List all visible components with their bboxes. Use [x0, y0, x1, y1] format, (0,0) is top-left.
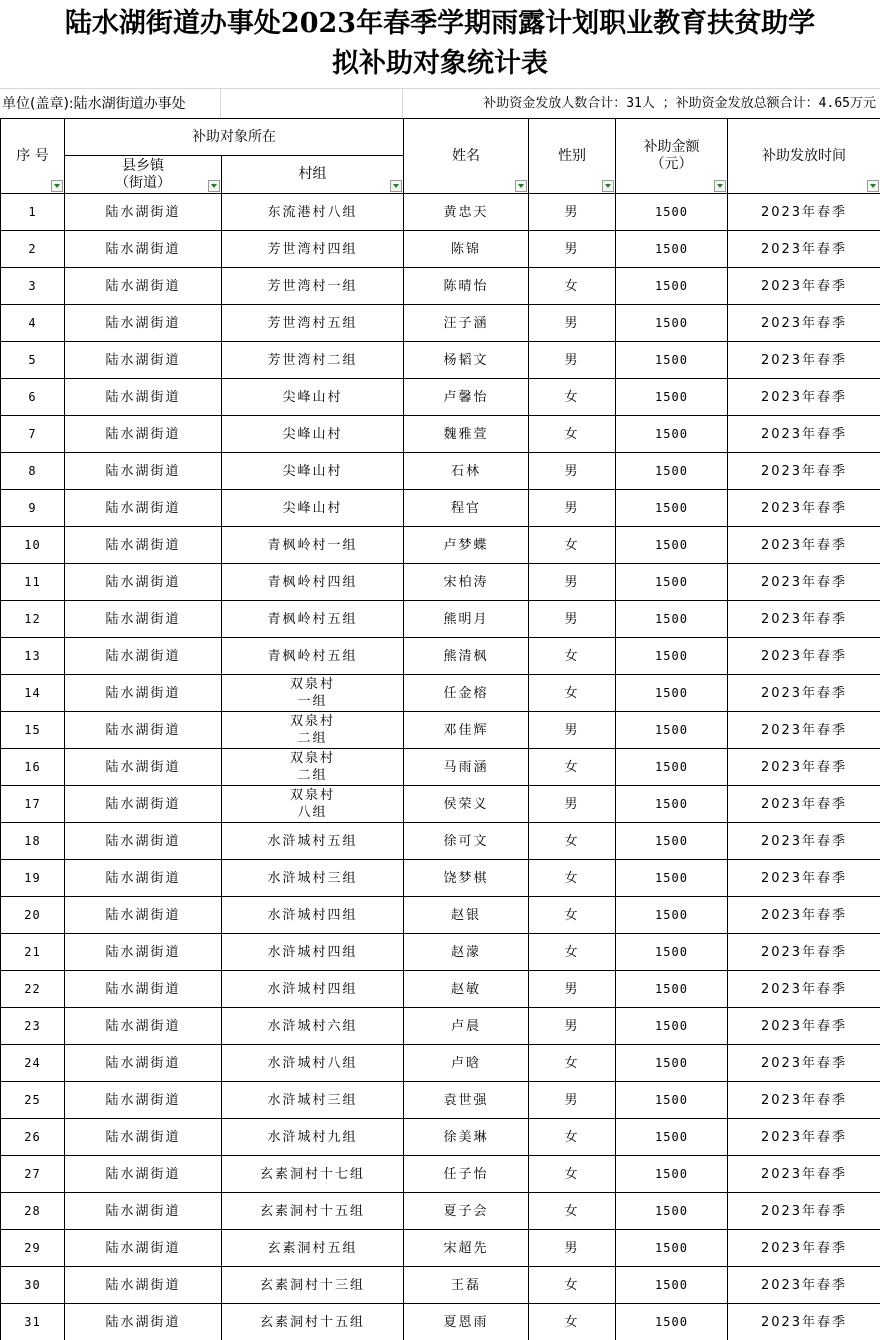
cell-name: 卢馨怡 [404, 379, 529, 416]
cell-gender: 女 [529, 860, 616, 897]
cell-township: 陆水湖街道 [65, 1082, 222, 1119]
cell-seq: 12 [1, 601, 65, 638]
cell-name: 黄忠天 [404, 194, 529, 231]
table-row [1, 1267, 880, 1304]
cell-gender: 女 [529, 1119, 616, 1156]
cell-seq: 14 [1, 675, 65, 712]
cell-amount: 1500 [616, 934, 728, 971]
cell-township: 陆水湖街道 [65, 342, 222, 379]
header-name: 姓名 [404, 119, 529, 194]
cell-name: 程官 [404, 490, 529, 527]
subsidy-table [0, 118, 880, 1340]
cell-village: 芳世湾村五组 [222, 305, 404, 342]
cell-gender: 女 [529, 416, 616, 453]
cell-name: 宋柏涛 [404, 564, 529, 601]
header-township: 县乡镇 （街道） [65, 156, 222, 194]
cell-amount: 1500 [616, 342, 728, 379]
cell-township: 陆水湖街道 [65, 194, 222, 231]
meta-divider [402, 89, 403, 119]
cell-village: 水浒城村四组 [222, 934, 404, 971]
cell-gender: 女 [529, 638, 616, 675]
cell-amount: 1500 [616, 1156, 728, 1193]
cell-township: 陆水湖街道 [65, 379, 222, 416]
cell-amount: 1500 [616, 194, 728, 231]
cell-village: 青枫岭村五组 [222, 601, 404, 638]
table-body [1, 194, 880, 1340]
cell-time: 2023年春季 [728, 638, 880, 675]
cell-village: 尖峰山村 [222, 490, 404, 527]
cell-village: 青枫岭村五组 [222, 638, 404, 675]
title-line-2: 拟补助对象统计表 [332, 48, 548, 79]
filter-dropdown-icon[interactable] [867, 180, 879, 192]
cell-gender: 女 [529, 268, 616, 305]
cell-gender: 女 [529, 823, 616, 860]
cell-time: 2023年春季 [728, 749, 880, 786]
cell-seq: 30 [1, 1267, 65, 1304]
table-row [1, 1045, 880, 1082]
table-row [1, 1156, 880, 1193]
cell-village: 尖峰山村 [222, 416, 404, 453]
table-row [1, 601, 880, 638]
cell-seq: 22 [1, 971, 65, 1008]
table-row [1, 1193, 880, 1230]
cell-village: 双泉村 八组 [222, 786, 404, 823]
cell-amount: 1500 [616, 416, 728, 453]
filter-dropdown-icon[interactable] [714, 180, 726, 192]
table-row [1, 564, 880, 601]
cell-amount: 1500 [616, 453, 728, 490]
cell-village: 玄素洞村十五组 [222, 1193, 404, 1230]
cell-name: 徐美琳 [404, 1119, 529, 1156]
cell-township: 陆水湖街道 [65, 1045, 222, 1082]
cell-seq: 10 [1, 527, 65, 564]
cell-amount: 1500 [616, 490, 728, 527]
cell-time: 2023年春季 [728, 1008, 880, 1045]
table-row [1, 1119, 880, 1156]
cell-seq: 8 [1, 453, 65, 490]
cell-gender: 男 [529, 1008, 616, 1045]
cell-seq: 21 [1, 934, 65, 971]
cell-seq: 29 [1, 1230, 65, 1267]
cell-village: 尖峰山村 [222, 379, 404, 416]
cell-gender: 女 [529, 675, 616, 712]
cell-time: 2023年春季 [728, 1119, 880, 1156]
cell-gender: 男 [529, 342, 616, 379]
cell-seq: 19 [1, 860, 65, 897]
cell-time: 2023年春季 [728, 1304, 880, 1340]
header-gender: 性别 [529, 119, 616, 194]
filter-dropdown-icon[interactable] [390, 180, 402, 192]
header-target-group: 补助对象所在 [65, 119, 404, 156]
table-row [1, 1008, 880, 1045]
cell-village: 双泉村 一组 [222, 675, 404, 712]
cell-gender: 男 [529, 601, 616, 638]
cell-village: 水浒城村四组 [222, 971, 404, 1008]
cell-township: 陆水湖街道 [65, 786, 222, 823]
cell-amount: 1500 [616, 638, 728, 675]
filter-dropdown-icon[interactable] [515, 180, 527, 192]
cell-amount: 1500 [616, 1119, 728, 1156]
cell-township: 陆水湖街道 [65, 1267, 222, 1304]
cell-name: 徐可文 [404, 823, 529, 860]
cell-gender: 女 [529, 1045, 616, 1082]
cell-seq: 7 [1, 416, 65, 453]
cell-village: 双泉村 二组 [222, 749, 404, 786]
cell-seq: 4 [1, 305, 65, 342]
cell-township: 陆水湖街道 [65, 490, 222, 527]
table-row [1, 490, 880, 527]
cell-time: 2023年春季 [728, 268, 880, 305]
cell-seq: 25 [1, 1082, 65, 1119]
cell-name: 赵敏 [404, 971, 529, 1008]
cell-name: 夏子会 [404, 1193, 529, 1230]
cell-name: 侯荣义 [404, 786, 529, 823]
cell-amount: 1500 [616, 601, 728, 638]
cell-amount: 1500 [616, 268, 728, 305]
cell-name: 卢梦蝶 [404, 527, 529, 564]
cell-village: 水浒城村四组 [222, 897, 404, 934]
cell-name: 赵濛 [404, 934, 529, 971]
cell-township: 陆水湖街道 [65, 268, 222, 305]
cell-township: 陆水湖街道 [65, 712, 222, 749]
summary-label: 补助资金发放人数合计：31人 ；补助资金发放总额合计：4.65万元 [483, 96, 876, 111]
cell-township: 陆水湖街道 [65, 971, 222, 1008]
cell-time: 2023年春季 [728, 564, 880, 601]
cell-gender: 男 [529, 1082, 616, 1119]
table-row [1, 675, 880, 712]
cell-time: 2023年春季 [728, 1230, 880, 1267]
cell-name: 杨韬文 [404, 342, 529, 379]
cell-village: 水浒城村六组 [222, 1008, 404, 1045]
cell-township: 陆水湖街道 [65, 749, 222, 786]
cell-seq: 15 [1, 712, 65, 749]
cell-village: 水浒城村三组 [222, 860, 404, 897]
table-row [1, 934, 880, 971]
cell-village: 尖峰山村 [222, 453, 404, 490]
cell-amount: 1500 [616, 749, 728, 786]
cell-township: 陆水湖街道 [65, 638, 222, 675]
cell-seq: 17 [1, 786, 65, 823]
cell-name: 熊明月 [404, 601, 529, 638]
meta-bar [0, 88, 880, 118]
cell-gender: 男 [529, 786, 616, 823]
cell-gender: 女 [529, 527, 616, 564]
cell-seq: 1 [1, 194, 65, 231]
cell-time: 2023年春季 [728, 675, 880, 712]
cell-village: 玄素洞村十七组 [222, 1156, 404, 1193]
cell-time: 2023年春季 [728, 971, 880, 1008]
cell-time: 2023年春季 [728, 860, 880, 897]
cell-name: 魏雅萱 [404, 416, 529, 453]
cell-gender: 男 [529, 231, 616, 268]
cell-village: 芳世湾村一组 [222, 268, 404, 305]
cell-name: 卢晗 [404, 1045, 529, 1082]
cell-gender: 男 [529, 712, 616, 749]
cell-village: 青枫岭村四组 [222, 564, 404, 601]
cell-name: 赵银 [404, 897, 529, 934]
cell-amount: 1500 [616, 1045, 728, 1082]
cell-name: 任金榕 [404, 675, 529, 712]
cell-time: 2023年春季 [728, 453, 880, 490]
table-row [1, 379, 880, 416]
meta-divider [220, 89, 221, 119]
cell-time: 2023年春季 [728, 934, 880, 971]
cell-seq: 13 [1, 638, 65, 675]
cell-gender: 男 [529, 490, 616, 527]
cell-time: 2023年春季 [728, 379, 880, 416]
cell-seq: 3 [1, 268, 65, 305]
cell-gender: 女 [529, 749, 616, 786]
cell-seq: 31 [1, 1304, 65, 1340]
cell-seq: 16 [1, 749, 65, 786]
cell-amount: 1500 [616, 1193, 728, 1230]
table-row [1, 1082, 880, 1119]
cell-amount: 1500 [616, 527, 728, 564]
cell-amount: 1500 [616, 1267, 728, 1304]
table-row [1, 897, 880, 934]
cell-township: 陆水湖街道 [65, 823, 222, 860]
table-row [1, 860, 880, 897]
cell-seq: 11 [1, 564, 65, 601]
cell-amount: 1500 [616, 564, 728, 601]
cell-time: 2023年春季 [728, 601, 880, 638]
cell-township: 陆水湖街道 [65, 934, 222, 971]
cell-name: 王磊 [404, 1267, 529, 1304]
filter-dropdown-icon[interactable] [208, 180, 220, 192]
table-row [1, 342, 880, 379]
cell-gender: 男 [529, 1230, 616, 1267]
cell-amount: 1500 [616, 1304, 728, 1340]
cell-township: 陆水湖街道 [65, 1304, 222, 1340]
cell-time: 2023年春季 [728, 823, 880, 860]
header-time: 补助发放时间 [728, 119, 880, 194]
cell-amount: 1500 [616, 823, 728, 860]
cell-village: 双泉村 二组 [222, 712, 404, 749]
cell-seq: 28 [1, 1193, 65, 1230]
header-village: 村组 [222, 156, 404, 194]
cell-name: 饶梦棋 [404, 860, 529, 897]
cell-village: 青枫岭村一组 [222, 527, 404, 564]
cell-gender: 女 [529, 897, 616, 934]
cell-seq: 6 [1, 379, 65, 416]
cell-seq: 20 [1, 897, 65, 934]
table-row [1, 527, 880, 564]
cell-amount: 1500 [616, 860, 728, 897]
cell-village: 水浒城村八组 [222, 1045, 404, 1082]
cell-seq: 5 [1, 342, 65, 379]
cell-township: 陆水湖街道 [65, 416, 222, 453]
table-row [1, 416, 880, 453]
cell-seq: 27 [1, 1156, 65, 1193]
cell-township: 陆水湖街道 [65, 305, 222, 342]
cell-time: 2023年春季 [728, 1193, 880, 1230]
cell-township: 陆水湖街道 [65, 675, 222, 712]
table-row [1, 305, 880, 342]
cell-township: 陆水湖街道 [65, 1230, 222, 1267]
cell-village: 芳世湾村四组 [222, 231, 404, 268]
cell-township: 陆水湖街道 [65, 1119, 222, 1156]
table-row [1, 453, 880, 490]
cell-time: 2023年春季 [728, 712, 880, 749]
cell-seq: 9 [1, 490, 65, 527]
cell-village: 水浒城村三组 [222, 1082, 404, 1119]
cell-gender: 男 [529, 971, 616, 1008]
cell-time: 2023年春季 [728, 194, 880, 231]
cell-time: 2023年春季 [728, 416, 880, 453]
cell-amount: 1500 [616, 675, 728, 712]
cell-township: 陆水湖街道 [65, 601, 222, 638]
cell-amount: 1500 [616, 1230, 728, 1267]
cell-gender: 女 [529, 1193, 616, 1230]
cell-gender: 女 [529, 1267, 616, 1304]
cell-amount: 1500 [616, 971, 728, 1008]
cell-township: 陆水湖街道 [65, 1008, 222, 1045]
cell-township: 陆水湖街道 [65, 1156, 222, 1193]
cell-name: 熊清枫 [404, 638, 529, 675]
header-amount: 补助金额 （元） [616, 119, 728, 194]
cell-name: 卢晨 [404, 1008, 529, 1045]
table-row [1, 194, 880, 231]
cell-gender: 女 [529, 1304, 616, 1340]
table-row [1, 268, 880, 305]
cell-gender: 男 [529, 305, 616, 342]
cell-time: 2023年春季 [728, 231, 880, 268]
cell-time: 2023年春季 [728, 897, 880, 934]
cell-name: 马雨涵 [404, 749, 529, 786]
cell-seq: 23 [1, 1008, 65, 1045]
cell-name: 汪子涵 [404, 305, 529, 342]
table-row [1, 749, 880, 786]
table-row [1, 823, 880, 860]
header-seq: 序 号 [1, 119, 65, 194]
cell-name: 任子怡 [404, 1156, 529, 1193]
unit-label: 单位(盖章):陆水湖街道办事处 [2, 96, 186, 112]
cell-township: 陆水湖街道 [65, 564, 222, 601]
cell-village: 芳世湾村二组 [222, 342, 404, 379]
table-row [1, 231, 880, 268]
cell-gender: 男 [529, 194, 616, 231]
cell-name: 石林 [404, 453, 529, 490]
cell-amount: 1500 [616, 712, 728, 749]
cell-amount: 1500 [616, 305, 728, 342]
table-row [1, 1230, 880, 1267]
table-row [1, 1304, 880, 1340]
cell-gender: 男 [529, 564, 616, 601]
cell-seq: 26 [1, 1119, 65, 1156]
cell-seq: 24 [1, 1045, 65, 1082]
cell-time: 2023年春季 [728, 1045, 880, 1082]
cell-village: 水浒城村九组 [222, 1119, 404, 1156]
page-title [0, 0, 880, 88]
cell-township: 陆水湖街道 [65, 527, 222, 564]
cell-gender: 男 [529, 453, 616, 490]
cell-township: 陆水湖街道 [65, 897, 222, 934]
cell-village: 玄素洞村五组 [222, 1230, 404, 1267]
table-row [1, 712, 880, 749]
cell-gender: 女 [529, 934, 616, 971]
table-row [1, 638, 880, 675]
cell-amount: 1500 [616, 897, 728, 934]
cell-township: 陆水湖街道 [65, 231, 222, 268]
cell-village: 玄素洞村十五组 [222, 1304, 404, 1340]
filter-dropdown-icon[interactable] [602, 180, 614, 192]
cell-amount: 1500 [616, 786, 728, 823]
cell-name: 宋超先 [404, 1230, 529, 1267]
cell-seq: 18 [1, 823, 65, 860]
cell-village: 东流港村八组 [222, 194, 404, 231]
cell-village: 玄素洞村十三组 [222, 1267, 404, 1304]
cell-time: 2023年春季 [728, 342, 880, 379]
table-row [1, 971, 880, 1008]
cell-name: 陈锦 [404, 231, 529, 268]
cell-amount: 1500 [616, 1008, 728, 1045]
cell-amount: 1500 [616, 231, 728, 268]
cell-gender: 女 [529, 379, 616, 416]
cell-amount: 1500 [616, 379, 728, 416]
cell-village: 水浒城村五组 [222, 823, 404, 860]
cell-name: 袁世强 [404, 1082, 529, 1119]
cell-gender: 女 [529, 1156, 616, 1193]
cell-township: 陆水湖街道 [65, 1193, 222, 1230]
cell-time: 2023年春季 [728, 305, 880, 342]
cell-name: 夏恩雨 [404, 1304, 529, 1340]
cell-name: 陈晴怡 [404, 268, 529, 305]
cell-time: 2023年春季 [728, 1082, 880, 1119]
cell-time: 2023年春季 [728, 490, 880, 527]
title-line-1: 陆水湖街道办事处2023年春季学期雨露计划职业教育扶贫助学 [64, 8, 816, 39]
cell-amount: 1500 [616, 1082, 728, 1119]
cell-time: 2023年春季 [728, 1156, 880, 1193]
cell-time: 2023年春季 [728, 786, 880, 823]
cell-township: 陆水湖街道 [65, 453, 222, 490]
cell-time: 2023年春季 [728, 1267, 880, 1304]
cell-township: 陆水湖街道 [65, 860, 222, 897]
table-row [1, 786, 880, 823]
filter-dropdown-icon[interactable] [51, 180, 63, 192]
cell-time: 2023年春季 [728, 527, 880, 564]
cell-seq: 2 [1, 231, 65, 268]
cell-name: 邓佳辉 [404, 712, 529, 749]
